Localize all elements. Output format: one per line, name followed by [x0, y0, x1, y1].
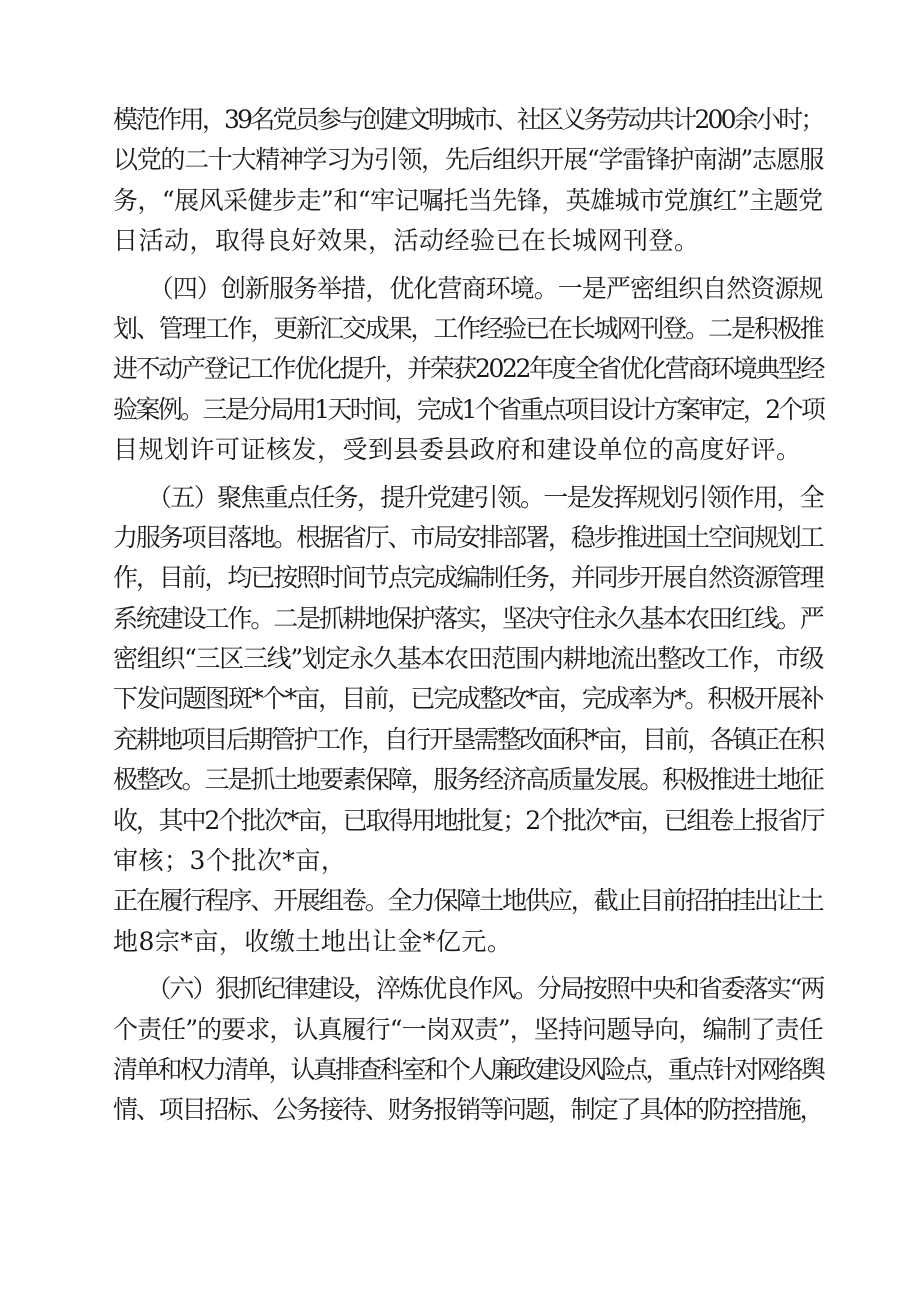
- text-line: 务，“展风采健步走”和“牢记嘱托当先锋，英雄城市党旗红”主题党: [113, 185, 823, 215]
- paragraph-heading-line: （五）聚焦重点任务，提升党建引领。一是发挥规划引领作用，全: [113, 482, 824, 512]
- body-text: [113, 100, 823, 1131]
- text-line: 充耕地项目后期管护工作，自行开垦需整改面积*亩，目前，各镇正在积: [113, 724, 823, 754]
- paragraph-gap: [113, 471, 823, 478]
- paragraph-gap: [113, 962, 823, 969]
- text-line: 密组织“三区三线”划定永久基本农田范围内耕地流出整改工作，市级: [113, 644, 824, 674]
- text-line: 极整改。三是抓土地要素保障，服务经济高质量发展。积极推进土地征: [113, 765, 823, 795]
- paragraph-gap: [113, 262, 823, 269]
- text-line: 力服务项目落地。根据省厅、市局安排部署，稳步推进国土空间规划工: [113, 522, 823, 552]
- text-line: 目规划许可证核发，受到县委县政府和建设单位的高度好评。: [113, 435, 802, 465]
- text-line: 审核；3个批次*亩，: [113, 846, 347, 876]
- text-line: 验案例。三是分局用1天时间，完成1个省重点项目设计方案审定，2个项: [113, 394, 824, 424]
- text-line: 清单和权力清单，认真排查科室和个人廉政建设风险点，重点针对网络舆: [113, 1054, 824, 1084]
- text-line: 地8宗*亩，收缴土地出让金*亿元。: [113, 926, 513, 956]
- text-line: 情、项目招标、公务接待、财务报销等问题，制定了具体的防控措施，: [113, 1095, 823, 1125]
- text-line: 划、管理工作，更新汇交成果，工作经验已在长城网刊登。二是积极推: [113, 313, 823, 343]
- paragraph-heading-line: （四）创新服务举措，优化营商环境。一是严密组织自然资源规: [113, 273, 823, 303]
- paragraph-heading-line: （六）狠抓纪律建设，淬炼优良作风。分局按照中央和省委落实“两: [113, 974, 824, 1004]
- text-line: 正在履行程序、开展组卷。全力保障土地供应，截止目前招拍挂出让土: [113, 886, 823, 916]
- text-line: 作，目前，均已按照时间节点完成编制任务，并同步开展自然资源管理: [113, 563, 823, 593]
- text-line: 收，其中2个批次*亩，已取得用地批复；2个批次*亩，已组卷上报省厅: [113, 805, 824, 835]
- text-line: 下发问题图斑*个*亩，目前，已完成整改*亩，完成率为*。积极开展补: [113, 684, 823, 714]
- text-line: 进不动产登记工作优化提升，并荣获2022年度全省优化营商环境典型经: [113, 354, 824, 384]
- text-line: 模范作用，39名党员参与创建文明城市、社区义务劳动共计200余小时；: [113, 105, 823, 134]
- text-line: 个责任”的要求，认真履行“一岗双责”，坚持问题导向，编制了责任: [113, 1014, 823, 1044]
- text-line: 日活动，取得良好效果，活动经验已在长城网刊登。: [113, 226, 700, 256]
- text-line: 系统建设工作。二是抓耕地保护落实，坚决守住永久基本农田红线。严: [113, 603, 823, 633]
- text-line: 以党的二十大精神学习为引领，先后组织开展“学雷锋护南湖”志愿服: [113, 145, 824, 175]
